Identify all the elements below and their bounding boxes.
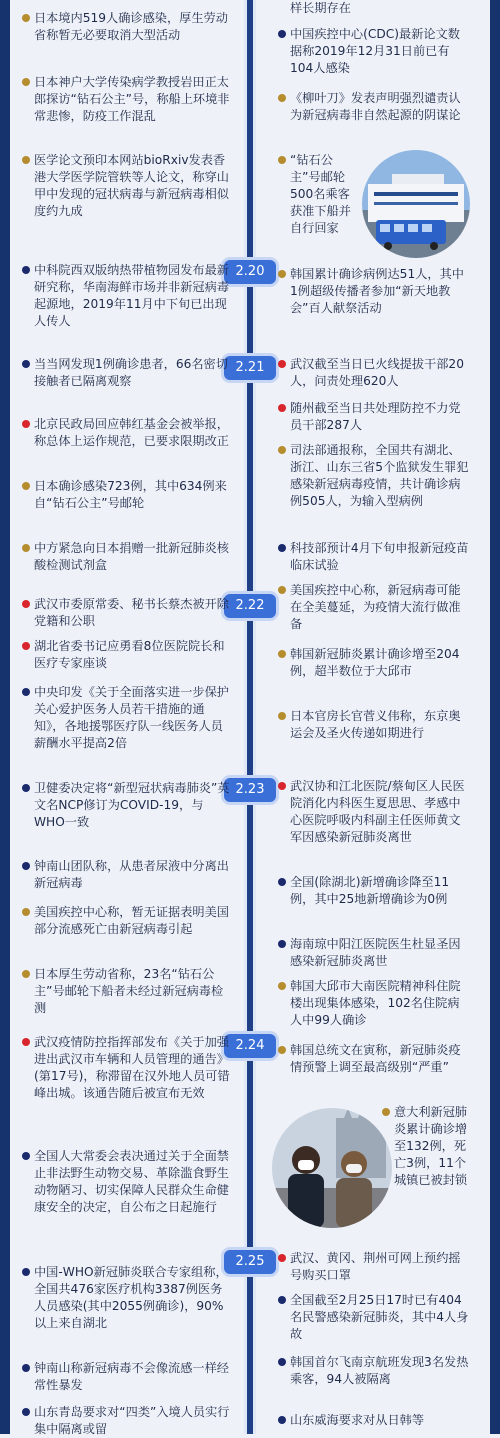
bullet-icon bbox=[278, 650, 286, 658]
right-item: 韩国累计确诊病例达51人，其中1例超级传播者参加“新天地教会”百人献祭活动 bbox=[290, 266, 470, 317]
bullet-icon bbox=[278, 1254, 286, 1262]
bullet-icon bbox=[22, 600, 30, 608]
right-item: 随州截至当日共处理防控不力党员干部287人 bbox=[290, 400, 470, 434]
right-item: 武汉截至当日已火线提拔干部20人，问责处理620人 bbox=[290, 356, 470, 390]
left-border bbox=[0, 0, 10, 1434]
bullet-icon bbox=[382, 1108, 390, 1116]
bullet-icon bbox=[22, 688, 30, 696]
right-item: 韩国首尔飞南京航班发现3名发热乘客，94人被隔离 bbox=[290, 1354, 470, 1388]
cruise-ship-image bbox=[362, 150, 470, 258]
left-item: 武汉市委原常委、秘书长蔡杰被开除党籍和公职 bbox=[34, 596, 234, 630]
right-item: 中国疾控中心(CDC)最新论文数据称2019年12月31日前已有104人感染 bbox=[290, 26, 470, 77]
bullet-icon bbox=[22, 784, 30, 792]
bullet-icon bbox=[22, 1152, 30, 1160]
right-item: 全国截至2月25日17时已有404名民警感染新冠肺炎，其中4人身故 bbox=[290, 1292, 470, 1343]
bullet-icon bbox=[278, 940, 286, 948]
bullet-icon bbox=[22, 266, 30, 274]
left-item: 北京民政局回应韩红基金会被举报，称总体上运作规范，已要求限期改正 bbox=[34, 416, 234, 450]
bullet-icon bbox=[278, 586, 286, 594]
bullet-icon bbox=[278, 1416, 286, 1424]
left-item: 中科院西双版纳热带植物园发布最新研究称，华南海鲜市场并非新冠病毒起源地，2019年11月中下旬已出现人传人 bbox=[34, 262, 234, 330]
left-item: 日本神户大学传染病学教授岩田正太郎探访“钻石公主”号，称船上环境非常悲惨，防疫工作混乱 bbox=[34, 74, 234, 125]
date-pill-2-21: 2.21 bbox=[224, 356, 276, 380]
date-pill-2-22: 2.22 bbox=[224, 594, 276, 618]
bullet-icon bbox=[22, 862, 30, 870]
right-item: 样长期存在 bbox=[290, 1, 351, 15]
right-item: 韩国大邱市大南医院精神科住院楼出现集体感染，102名住院病人中99人确诊 bbox=[290, 978, 470, 1029]
bullet-icon bbox=[278, 878, 286, 886]
left-item: 中央印发《关于全面落实进一步保护关心爱护医务人员若干措施的通知》，各地援鄂医疗队一线医务人员薪酬水平提高2倍 bbox=[34, 684, 234, 752]
bullet-icon bbox=[22, 420, 30, 428]
right-item: 武汉、黄冈、荆州可网上预约摇号购买口罩 bbox=[290, 1250, 470, 1284]
left-item: 日本厚生劳动省称，23名“钻石公主”号邮轮下船者未经过新冠病毒检测 bbox=[34, 966, 234, 1017]
left-item: 日本境内519人确诊感染，厚生劳动省称暂无必要取消大型活动 bbox=[34, 10, 234, 44]
right-item: 海南琼中阳江医院医生杜显圣因感染新冠肺炎离世 bbox=[290, 936, 470, 970]
bullet-icon bbox=[22, 970, 30, 978]
bullet-icon bbox=[278, 30, 286, 38]
bullet-icon bbox=[278, 270, 286, 278]
left-item: 全国人大常委会表决通过关于全面禁止非法野生动物交易、革除滥食野生动物陋习、切实保障人民群众生命健康安全的决定，自公布之日起施行 bbox=[34, 1148, 234, 1216]
bullet-icon bbox=[22, 544, 30, 552]
right-item: 《柳叶刀》发表声明强烈谴责认为新冠病毒非自然起源的阴谋论 bbox=[290, 90, 470, 124]
bullet-icon bbox=[278, 982, 286, 990]
right-item: 日本官房长官菅义伟称，东京奥运会及圣火传递如期进行 bbox=[290, 708, 470, 742]
left-item: 当当网发现1例确诊患者，66名密切接触者已隔离观察 bbox=[34, 356, 234, 390]
date-pill-2-23: 2.23 bbox=[224, 778, 276, 802]
bullet-icon bbox=[278, 156, 286, 164]
bullet-icon bbox=[278, 712, 286, 720]
left-item: 武汉疫情防控指挥部发布《关于加强进出武汉市车辆和人员管理的通告》(第17号)，称滞留在汉外地人员可错峰出城。该通告随后被宣布无效 bbox=[34, 1034, 234, 1102]
bullet-icon bbox=[278, 1358, 286, 1366]
right-border bbox=[490, 0, 500, 1434]
left-item: 医学论文预印本网站bioRxiv发表香港大学医学院管轶等人论文，称穿山甲中发现的冠状病毒与新冠病毒相似度约九成 bbox=[34, 152, 234, 220]
right-item: 韩国总统文在寅称，新冠肺炎疫情预警上调至最高级别“严重” bbox=[290, 1042, 470, 1076]
right-item: 全国(除湖北)新增确诊降至11例，其中25地新增确诊为0例 bbox=[290, 874, 470, 908]
bullet-icon bbox=[22, 1408, 30, 1416]
left-item: 卫健委决定将“新型冠状病毒肺炎”英文名NCP修订为COVID-19，与WHO一致 bbox=[34, 780, 234, 831]
left-item: 钟南山团队称，从患者尿液中分离出新冠病毒 bbox=[34, 858, 234, 892]
bullet-icon bbox=[278, 404, 286, 412]
date-pill-2-25: 2.25 bbox=[224, 1250, 276, 1274]
cruise-ship-photo bbox=[362, 150, 470, 258]
bullet-icon bbox=[22, 1364, 30, 1372]
bullet-icon bbox=[278, 1046, 286, 1054]
left-item: 钟南山称新冠病毒不会像流感一样经常性暴发 bbox=[34, 1360, 234, 1394]
right-item: “钻石公主”号邮轮500名乘客获准下船并自行回家 bbox=[290, 152, 354, 237]
bullet-icon bbox=[22, 156, 30, 164]
right-item: 山东威海要求对从日韩等 bbox=[290, 1412, 470, 1429]
right-item: 意大利新冠肺炎累计确诊增至132例，死亡3例，11个城镇已被封锁 bbox=[394, 1104, 470, 1189]
bullet-icon bbox=[278, 94, 286, 102]
bullet-icon bbox=[278, 782, 286, 790]
left-item: 湖北省委书记应勇看8位医院院长和医疗专家座谈 bbox=[34, 638, 234, 672]
right-item: 美国疾控中心称，新冠病毒可能在全美蔓延，为疫情大流行做准备 bbox=[290, 582, 470, 633]
bullet-icon bbox=[22, 642, 30, 650]
left-item: 山东青岛要求对“四类”入境人员实行集中隔离或留 bbox=[34, 1404, 234, 1438]
bullet-icon bbox=[22, 1038, 30, 1046]
left-item: 中国-WHO新冠肺炎联合专家组称，全国共476家医疗机构3387例医务人员感染(其中2055例确诊)，90%以上来自湖北 bbox=[34, 1264, 234, 1332]
right-item: 武汉协和江北医院/蔡甸区人民医院消化内科医生夏思思、孝感中心医院呼吸内科副主任医师黄文军因感染新冠肺炎离世 bbox=[290, 778, 470, 846]
bullet-icon bbox=[22, 908, 30, 916]
right-item: 科技部预计4月下旬申报新冠疫苗临床试验 bbox=[290, 540, 470, 574]
bullet-icon bbox=[278, 544, 286, 552]
bullet-icon bbox=[22, 360, 30, 368]
left-item: 美国疾控中心称，暂无证据表明美国部分流感死亡由新冠病毒引起 bbox=[34, 904, 234, 938]
bullet-icon bbox=[22, 482, 30, 490]
date-pill-2-24: 2.24 bbox=[224, 1034, 276, 1058]
right-item: 韩国新冠肺炎累计确诊增至204例，超半数位于大邱市 bbox=[290, 646, 470, 680]
masked-people-image bbox=[272, 1108, 392, 1228]
bullet-icon bbox=[278, 1296, 286, 1304]
timeline-line bbox=[247, 0, 253, 1434]
bullet-icon bbox=[22, 14, 30, 22]
bullet-icon bbox=[278, 360, 286, 368]
date-pill-2-20: 2.20 bbox=[224, 260, 276, 284]
left-item: 日本确诊感染723例，其中634例来自“钻石公主”号邮轮 bbox=[34, 478, 234, 512]
right-item: 司法部通报称，全国共有湖北、浙江、山东三省5个监狱发生罪犯感染新冠病毒疫情，共计确诊病例505人，为输入型病例 bbox=[290, 442, 470, 510]
bullet-icon bbox=[278, 446, 286, 454]
bullet-icon bbox=[22, 1268, 30, 1276]
bullet-icon bbox=[22, 78, 30, 86]
left-item: 中方紧急向日本捐赠一批新冠肺炎核酸检测试剂盒 bbox=[34, 540, 234, 574]
masked-people-photo bbox=[272, 1108, 392, 1228]
